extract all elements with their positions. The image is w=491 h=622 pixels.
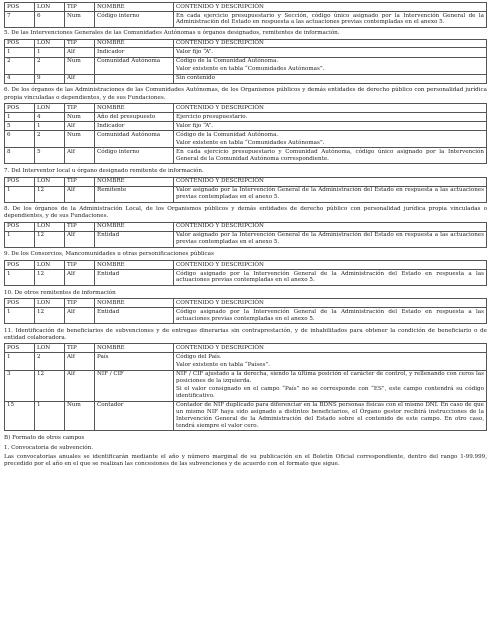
- description-text: Valor existente en tabla “Países”.: [176, 362, 271, 369]
- cell-pos: 2: [5, 57, 35, 74]
- column-header: CONTENIDO Y DESCRIPCIÓN: [174, 3, 487, 12]
- section-title: 11. Identificación de beneficiarios de subvenciones y de entregas dinerarias sin contraprestación, y de inhabilitados para obtener la condición de beneficiario o de entidad colaboradora.: [4, 327, 487, 341]
- cell-nombre: Código interno: [95, 148, 174, 164]
- cell-tip: Alf: [65, 122, 95, 131]
- cell-pos: 1: [5, 186, 35, 202]
- cell-lon: 4: [35, 113, 65, 122]
- cell-pos: 7: [5, 11, 35, 27]
- cell-lon: 1: [35, 122, 65, 131]
- cell-lon: 2: [35, 131, 65, 148]
- cell-descripcion: [174, 186, 487, 202]
- column-header: LON: [35, 104, 65, 113]
- cell-nombre: Año del presupuesto: [95, 113, 174, 122]
- cell-lon: 12: [35, 308, 65, 324]
- cell-nombre: Indicador: [95, 122, 174, 131]
- cell-nombre: Entidad: [95, 308, 174, 324]
- cell-pos: 1: [5, 231, 35, 247]
- column-header: POS: [5, 222, 35, 231]
- description-text: Código asignado por la Intervención General de la Administración del Estado en respuesta a las actuaciones previas contempladas en el anexo 5.: [176, 308, 484, 322]
- cell-descripcion: [174, 11, 487, 27]
- column-header: POS: [5, 344, 35, 353]
- subsection-convocatoria: 1. Convocatoria de subvención.: [4, 444, 94, 451]
- column-header: TIP: [65, 299, 95, 308]
- table-header-row: [5, 3, 487, 12]
- column-header: CONTENIDO Y DESCRIPCIÓN: [174, 344, 487, 353]
- column-header: TIP: [65, 177, 95, 186]
- column-header: POS: [5, 39, 35, 48]
- cell-tip: Alf: [65, 48, 95, 57]
- table-row: [5, 401, 487, 431]
- table-row: [5, 308, 487, 324]
- cell-pos: 1: [5, 48, 35, 57]
- cell-tip: Alf: [65, 370, 95, 401]
- description-text: Sin contenido: [176, 75, 216, 82]
- description-text: Código asignado por la Intervención General de la Administración del Estado en respuesta a las actuaciones previas contempladas en el anexo 5.: [176, 270, 484, 284]
- cell-lon: 12: [35, 231, 65, 247]
- cell-pos: 5: [5, 122, 35, 131]
- column-header: POS: [5, 3, 35, 12]
- table-row: [5, 269, 487, 285]
- column-header: NOMBRE: [95, 222, 174, 231]
- cell-nombre: Indicador: [95, 48, 174, 57]
- body-paragraph: Las convocatorias anuales se identificarán mediante el año y número marginal de su publicación en el Boletín Oficial correspondiente, dentro del rango 1-99.999, precedido por el año en el que se realizan las concesiones de las subvenciones y de acuerdo con el formato que sigue.: [4, 454, 487, 468]
- table-row: [5, 186, 487, 202]
- section-title: 10. De otros remitentes de información: [4, 289, 116, 296]
- section-title: 8. De los órganos de la Administración Local, de los Organismos públicos y demás entidades de derecho público con personalidad jurídica propia vinculadas o dependientes, y de sus Fundaciones.: [4, 206, 487, 220]
- column-header: NOMBRE: [95, 299, 174, 308]
- cell-pos: 4: [5, 74, 35, 83]
- column-header: CONTENIDO Y DESCRIPCIÓN: [174, 177, 487, 186]
- table-row: [5, 11, 487, 27]
- description-text: Código de la Comunidad Autónoma.: [176, 58, 279, 65]
- description-text: En cada ejercicio presupuestario y Comunidad Autónoma, código único asignado por la Intervención General de la Comunidad Autónoma correspondiente.: [176, 149, 484, 162]
- column-header: TIP: [65, 222, 95, 231]
- cell-descripcion: [174, 401, 487, 431]
- cell-descripcion: [174, 57, 487, 74]
- table-row: [5, 113, 487, 122]
- table-header-row: [5, 344, 487, 353]
- cell-tip: Num: [65, 57, 95, 74]
- cell-tip: Alf: [65, 186, 95, 202]
- field-table: [4, 103, 487, 164]
- column-header: NOMBRE: [95, 261, 174, 270]
- section-title: 5. De las Intervenciones Generales de las Comunidades Autónomas u órganos designados, remitentes de información.: [4, 29, 340, 36]
- description-text: Ejercicio presupuestario.: [176, 113, 248, 120]
- cell-pos: 1: [5, 113, 35, 122]
- column-header: LON: [35, 177, 65, 186]
- cell-pos: 1: [5, 353, 35, 370]
- cell-descripcion: [174, 269, 487, 285]
- column-header: CONTENIDO Y DESCRIPCIÓN: [174, 261, 487, 270]
- description-text: NIF / CIF ajustado a la derecha, siendo la última posición el carácter de control, y rellenando con ceros las posiciones de la izquierda.: [176, 371, 484, 385]
- column-header: LON: [35, 344, 65, 353]
- table-row: [5, 148, 487, 164]
- description-text: Si el valor consignado en el campo “País” no se corresponde con “ES”, este campo contendrá su código identificativo.: [176, 386, 484, 400]
- cell-tip: Alf: [65, 269, 95, 285]
- cell-tip: Num: [65, 401, 95, 431]
- table-row: [5, 131, 487, 148]
- cell-tip: Num: [65, 131, 95, 148]
- table-row: [5, 48, 487, 57]
- cell-lon: 5: [35, 148, 65, 164]
- cell-nombre: NIF / CIF: [95, 370, 174, 401]
- section-title: 9. De los Consorcios, Mancomunidades u otras personificaciones públicas: [4, 251, 214, 258]
- field-table: [4, 343, 487, 431]
- cell-lon: 9: [35, 74, 65, 83]
- section-title: 6. De los órganos de las Administraciones de las Comunidades Autónomas, de los Organismos públicos y demás entidades de derecho público con personalidad jurídica propia vinculadas o dependientes, y de sus Fundaciones.: [4, 87, 487, 101]
- description-text: Código del País.: [176, 353, 222, 360]
- field-table: [4, 298, 487, 324]
- column-header: TIP: [65, 39, 95, 48]
- cell-nombre: [95, 74, 174, 83]
- description-text: Código de la Comunidad Autónoma.: [176, 131, 279, 138]
- cell-tip: Alf: [65, 74, 95, 83]
- field-table: [4, 222, 487, 248]
- cell-descripcion: [174, 370, 487, 401]
- cell-descripcion: [174, 353, 487, 370]
- column-header: CONTENIDO Y DESCRIPCIÓN: [174, 39, 487, 48]
- section-title: 7. Del Interventor local u órgano designado remitente de información.: [4, 168, 204, 175]
- cell-tip: Alf: [65, 231, 95, 247]
- cell-pos: 1: [5, 269, 35, 285]
- table-row: [5, 231, 487, 247]
- cell-nombre: Código interno: [95, 11, 174, 27]
- column-header: CONTENIDO Y DESCRIPCIÓN: [174, 104, 487, 113]
- cell-descripcion: [174, 148, 487, 164]
- cell-tip: Alf: [65, 353, 95, 370]
- cell-descripcion: [174, 308, 487, 324]
- cell-nombre: Comunidad Autónoma: [95, 57, 174, 74]
- cell-tip: Num: [65, 113, 95, 122]
- column-header: TIP: [65, 104, 95, 113]
- cell-lon: 2: [35, 57, 65, 74]
- column-header: LON: [35, 39, 65, 48]
- cell-lon: 12: [35, 370, 65, 401]
- cell-lon: 1: [35, 48, 65, 57]
- description-text: Valor asignado por la Intervención General de la Administración del Estado en respuesta a las actuaciones previas contempladas en el anexo 5.: [176, 187, 484, 201]
- table-header-row: [5, 104, 487, 113]
- field-table: [4, 39, 487, 84]
- cell-nombre: Remitente: [95, 186, 174, 202]
- cell-lon: 1: [35, 401, 65, 431]
- table-header-row: [5, 39, 487, 48]
- column-header: LON: [35, 261, 65, 270]
- cell-nombre: País: [95, 353, 174, 370]
- column-header: LON: [35, 299, 65, 308]
- cell-nombre: Entidad: [95, 269, 174, 285]
- column-header: NOMBRE: [95, 3, 174, 12]
- column-header: TIP: [65, 261, 95, 270]
- field-blocks: [4, 2, 487, 431]
- cell-descripcion: [174, 131, 487, 148]
- column-header: NOMBRE: [95, 344, 174, 353]
- field-table: [4, 2, 487, 28]
- table-row: [5, 57, 487, 74]
- section-heading-format: B) Formato de otros campos: [4, 435, 85, 442]
- cell-nombre: Comunidad Autónoma: [95, 131, 174, 148]
- column-header: TIP: [65, 344, 95, 353]
- table-header-row: [5, 177, 487, 186]
- field-table: [4, 260, 487, 286]
- column-header: CONTENIDO Y DESCRIPCIÓN: [174, 299, 487, 308]
- cell-tip: Alf: [65, 308, 95, 324]
- column-header: POS: [5, 261, 35, 270]
- cell-pos: 1: [5, 308, 35, 324]
- column-header: POS: [5, 177, 35, 186]
- cell-lon: 12: [35, 269, 65, 285]
- column-header: LON: [35, 222, 65, 231]
- description-text: Valor existente en tabla “Comunidades Autónomas”.: [176, 139, 325, 146]
- cell-tip: Num: [65, 11, 95, 27]
- cell-descripcion: [174, 74, 487, 83]
- cell-descripcion: [174, 113, 487, 122]
- cell-lon: 2: [35, 353, 65, 370]
- cell-lon: 6: [35, 11, 65, 27]
- document-page: [4, 0, 487, 469]
- cell-tip: Alf: [65, 148, 95, 164]
- column-header: TIP: [65, 3, 95, 12]
- column-header: NOMBRE: [95, 177, 174, 186]
- cell-lon: 12: [35, 186, 65, 202]
- column-header: CONTENIDO Y DESCRIPCIÓN: [174, 222, 487, 231]
- column-header: POS: [5, 104, 35, 113]
- cell-pos: 3: [5, 370, 35, 401]
- column-header: NOMBRE: [95, 39, 174, 48]
- cell-nombre: Entidad: [95, 231, 174, 247]
- table-header-row: [5, 222, 487, 231]
- description-text: Valor fijo “A”.: [176, 122, 214, 129]
- table-header-row: [5, 261, 487, 270]
- cell-pos: 15: [5, 401, 35, 431]
- cell-descripcion: [174, 231, 487, 247]
- cell-pos: 6: [5, 131, 35, 148]
- description-text: Contador de NIF duplicado para diferenciar en la BDNS personas físicas con el mismo DNI. En caso de que un mismo NIF haya sido asignado a distintos beneficiarios, el Órgano gestor recibirá instrucciones de la Intervención General de la Administración del Estado sobre el contenido de este campo. En otro caso, tendrá siempre el valor cero.: [176, 402, 484, 429]
- table-row: [5, 370, 487, 401]
- column-header: LON: [35, 3, 65, 12]
- cell-descripcion: [174, 48, 487, 57]
- cell-pos: 8: [5, 148, 35, 164]
- description-text: Valor existente en tabla “Comunidades Autónomas”.: [176, 66, 325, 73]
- column-header: POS: [5, 299, 35, 308]
- column-header: NOMBRE: [95, 104, 174, 113]
- field-table: [4, 177, 487, 203]
- table-header-row: [5, 299, 487, 308]
- table-row: [5, 122, 487, 131]
- description-text: Valor asignado por la Intervención General de la Administración del Estado en respuesta a las actuaciones previas contempladas en el anexo 5.: [176, 232, 484, 246]
- cell-nombre: Contador: [95, 401, 174, 431]
- cell-descripcion: [174, 122, 487, 131]
- description-text: Valor fijo “A”.: [176, 49, 214, 55]
- description-text: En cada ejercicio presupuestario y Sección, código único asignado por la Intervención General de la Administración del Estado en respuesta a las actuaciones previas contempladas en el anexo 5.: [176, 12, 484, 26]
- table-row: [5, 353, 487, 370]
- table-row: [5, 74, 487, 83]
